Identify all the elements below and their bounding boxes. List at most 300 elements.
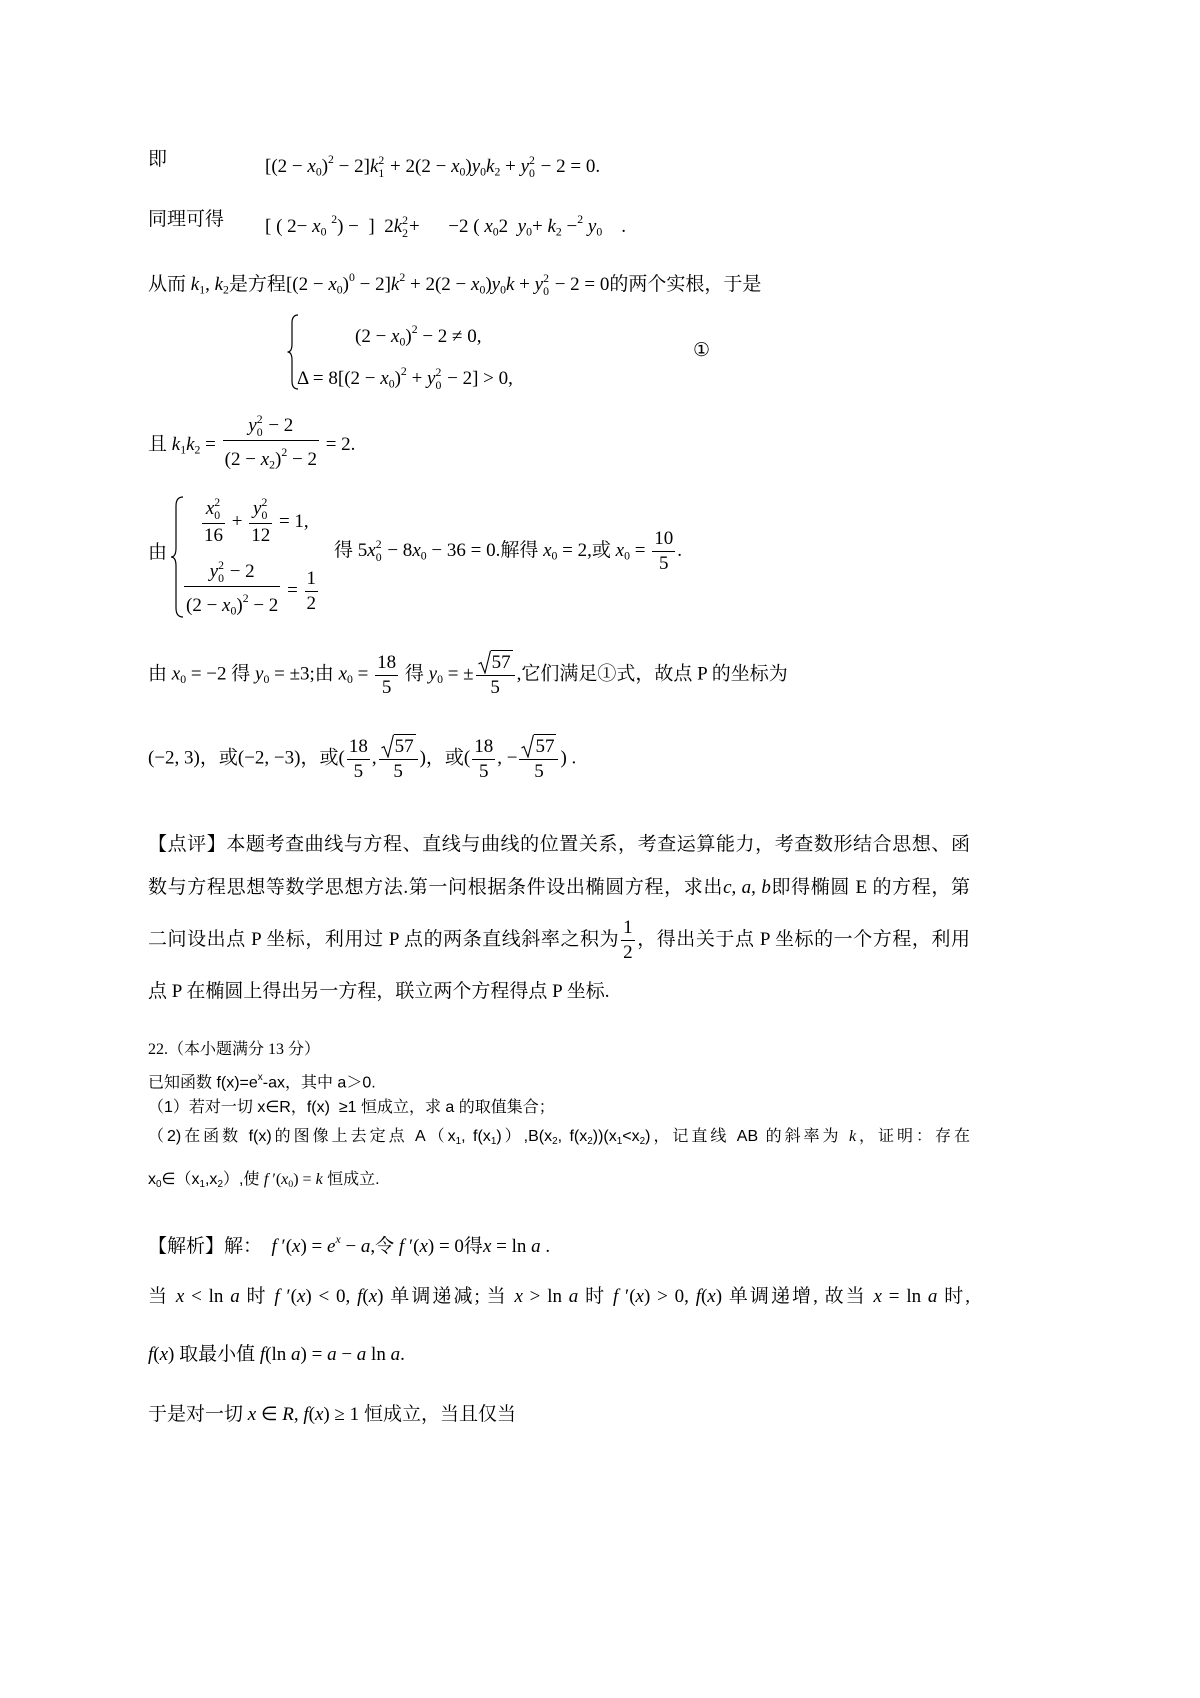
fraction-denominator	[223, 441, 319, 477]
subscript: 0	[230, 604, 237, 618]
math-run: 5	[658, 553, 669, 574]
superscript: 2	[543, 271, 549, 285]
fraction-numerator	[621, 916, 635, 941]
subscript: 0	[596, 225, 603, 239]
math-run: − 2	[263, 415, 294, 436]
problem-line	[148, 1169, 380, 1196]
subscript: 0	[543, 284, 549, 298]
math-run: =	[629, 539, 651, 561]
radicand	[534, 734, 556, 758]
math-run: f ′(x) = e	[271, 1235, 336, 1257]
math-run: − 36 = 0.	[426, 539, 501, 561]
subscript: 0	[261, 508, 268, 522]
fraction	[375, 651, 398, 700]
math-run: (2 − x	[186, 594, 231, 616]
math-run: = ±3;	[269, 663, 315, 685]
subscript: 0	[492, 225, 499, 239]
math-run: − 2	[224, 561, 255, 582]
math-run: (2 − x	[224, 448, 270, 470]
comment-line	[148, 876, 970, 900]
comment-line	[148, 980, 609, 1004]
superscript: 2	[242, 591, 249, 605]
equation-result	[334, 527, 682, 576]
text-run: .	[540, 1235, 551, 1257]
subscript: 2	[269, 458, 276, 472]
subscript: 0	[263, 672, 270, 686]
superscript: 2	[256, 413, 263, 427]
text-run: , f(x	[461, 1128, 491, 1145]
fraction-numerator	[379, 734, 418, 760]
text-run: 已知函数 f(x)=e	[148, 1074, 258, 1092]
sub-superscript	[543, 273, 549, 299]
text-run: 得	[334, 539, 358, 561]
text-run: 是方程	[228, 273, 286, 295]
text-run: ，得出关于点 P 坐标的一个方程，利用	[636, 928, 970, 950]
superscript: 2	[261, 496, 268, 510]
math-run: 5	[393, 761, 403, 782]
math-run: + y	[500, 155, 530, 177]
fraction	[347, 735, 370, 784]
superscript: 2	[529, 153, 535, 167]
sub-superscript	[376, 539, 382, 565]
subscript: 0	[399, 335, 406, 349]
problem-line	[148, 1067, 376, 1094]
math-run: Δ = 8[(2 − x	[297, 367, 389, 389]
superscript: 2	[411, 323, 418, 336]
subscript: 0	[480, 165, 487, 179]
math-run: 57	[535, 736, 555, 757]
math-run: f ′(x) < 0, f(x)	[274, 1286, 384, 1307]
analysis-line	[148, 1343, 405, 1367]
fraction	[476, 650, 515, 700]
subscript: 0	[435, 378, 442, 392]
text-run: 令	[375, 1235, 399, 1257]
math-run: 5	[490, 677, 500, 698]
math-run: − 2 = 0.	[535, 155, 601, 177]
superscript: 2	[375, 537, 382, 551]
comment-line	[148, 833, 970, 857]
math-run: − 2	[287, 448, 317, 470]
analysis-line	[148, 1403, 516, 1427]
math-run: − 8x	[382, 539, 421, 561]
subscript: 1	[180, 443, 187, 457]
superscript: 2	[331, 213, 338, 226]
text-run: 【解析】解：	[148, 1235, 272, 1257]
text-run: 它们满足①式，故点 P 的坐标为	[521, 663, 788, 685]
text-run: 的两个实根，于是	[609, 273, 762, 295]
math-run: 18	[377, 651, 397, 673]
square-root	[478, 650, 513, 674]
math-run: − 2]k	[333, 155, 379, 177]
text-run: 于是对一切	[148, 1404, 248, 1425]
text-run: 点 P 在椭圆上得出另一方程，联立两个方程得点 P 坐标.	[148, 981, 610, 1002]
math-run: 12	[251, 524, 271, 546]
text-run: , f(x	[557, 1128, 588, 1145]
math-run: 57	[394, 736, 414, 757]
math-run: (−2, 3)	[148, 747, 200, 769]
fraction-denominator	[476, 676, 515, 700]
superscript: 2	[399, 271, 406, 284]
text-run: 取最小值	[174, 1344, 260, 1365]
sub-superscript	[529, 155, 535, 181]
math-run: ) − ] 2k	[337, 215, 403, 237]
fraction	[652, 527, 675, 576]
text-run: ))(x	[592, 1128, 617, 1145]
subscript: 0	[315, 165, 322, 179]
math-run: f ′(x) > 0, f(x)	[612, 1286, 723, 1307]
math-run: x	[338, 663, 347, 685]
math-run: y	[209, 561, 219, 582]
system-equation	[355, 318, 482, 354]
math-run: = 1,	[274, 510, 309, 532]
math-run: f ′(x) = 0	[398, 1235, 464, 1257]
math-run: 5	[479, 760, 489, 782]
equation-line	[148, 414, 355, 477]
math-run: y	[248, 415, 257, 436]
fraction	[472, 735, 495, 784]
fraction-denominator	[184, 587, 280, 623]
subscript: 0	[375, 550, 382, 564]
math-run: 18	[348, 735, 368, 757]
math-run: f(ln a) = a − a ln a.	[259, 1344, 405, 1365]
text-run: 得	[400, 663, 429, 685]
analysis-line	[148, 1228, 550, 1259]
fraction	[249, 497, 272, 548]
fraction	[519, 734, 558, 784]
text-run: 由	[314, 663, 339, 685]
subscript: 1	[455, 1135, 462, 1147]
text-run: 由	[148, 663, 172, 685]
sub-superscript	[218, 560, 224, 586]
text-run: 单调递增, 故当	[722, 1286, 874, 1307]
sub-superscript	[261, 497, 267, 523]
system-equation	[297, 360, 513, 396]
fraction	[305, 567, 319, 616]
radical-sign	[478, 650, 491, 674]
math-run: k	[848, 1128, 857, 1145]
subscript: 0	[336, 283, 343, 297]
math-run: 1	[306, 568, 317, 590]
fraction-denominator	[519, 760, 558, 784]
math-run: =	[282, 580, 303, 601]
subscript: 2	[555, 225, 562, 239]
fraction-denominator	[202, 524, 225, 548]
text-run: 数与方程思想等数学思想方法.第一问根据条件设出椭圆方程，求出	[148, 877, 724, 898]
math-run: = ±	[442, 663, 474, 685]
math-run: + k	[531, 215, 556, 237]
fraction-denominator	[652, 552, 675, 576]
sub-superscript	[378, 155, 384, 181]
subscript: 0	[320, 225, 327, 239]
superscript: 0	[348, 271, 355, 284]
subscript: 0	[256, 425, 263, 439]
problem-line	[148, 1126, 970, 1153]
text-run: 且	[148, 434, 172, 455]
equation	[265, 148, 600, 184]
fraction-numerator	[652, 527, 675, 552]
math-run: )y	[485, 273, 501, 295]
text-run: )，记直线 AB 的斜率为	[645, 1128, 849, 1145]
subscript: 0	[180, 672, 187, 686]
fraction-numerator	[347, 735, 370, 760]
subscript: 2	[494, 165, 501, 179]
text-run: 得	[226, 663, 256, 685]
text-run: （1）若对一切 x∈R，f(x) ≥1 恒成立，求 a 的取值集合；	[148, 1099, 555, 1116]
text-run: 从而	[148, 273, 187, 295]
math-run: )	[321, 155, 329, 177]
math-run: −	[561, 215, 578, 237]
math-run: 2 y	[498, 215, 527, 237]
subscript: 1	[490, 1135, 497, 1147]
math-run: y	[255, 663, 264, 685]
fraction-numerator	[223, 414, 319, 441]
math-run: = −2	[186, 663, 227, 685]
math-run: − 2	[248, 594, 279, 616]
math-run: x	[543, 539, 552, 561]
analysis-line	[148, 1285, 970, 1309]
subscript: 0	[420, 549, 427, 563]
subscript: 1	[378, 166, 385, 180]
system-equation	[182, 560, 320, 623]
fraction	[223, 414, 319, 477]
math-run: .	[677, 539, 682, 561]
math-run: − 2 ≠ 0,	[417, 325, 482, 347]
math-run: )	[394, 367, 401, 389]
sub-superscript	[214, 497, 220, 523]
math-run: +	[227, 510, 248, 532]
math-run: − 2] > 0,	[442, 367, 513, 389]
superscript: 2	[328, 153, 334, 166]
math-run: − a,	[340, 1235, 376, 1257]
math-run: x = ln a	[482, 1235, 541, 1257]
subscript: 2	[587, 1135, 593, 1147]
fraction	[184, 560, 280, 623]
math-run: 5	[534, 761, 544, 782]
math-run: + 2(2 − x	[385, 155, 460, 177]
fraction-denominator	[249, 524, 272, 548]
subscript: 0	[437, 672, 443, 686]
math-run: = 2,	[557, 539, 592, 561]
subscript: 0	[218, 571, 224, 585]
math-run: = 2.	[320, 434, 356, 455]
fraction-denominator	[347, 760, 370, 784]
text-run: 【点评】本题考查曲线与方程、直线与曲线的位置关系，考查运算能力，考查数形结合思想、函	[148, 834, 970, 855]
math-run: x	[171, 663, 181, 685]
text-run: ，或	[425, 747, 464, 769]
math-run: (	[463, 747, 471, 769]
math-run: (	[338, 747, 345, 769]
text-run: ，或	[199, 747, 238, 769]
math-run: f ′(x	[263, 1171, 289, 1188]
text-run: ，证明：存在	[856, 1128, 970, 1145]
text-run: ∈（x	[161, 1171, 200, 1188]
math-run: k	[190, 273, 200, 295]
superscript: 2	[577, 213, 584, 226]
subscript: 0	[479, 283, 486, 297]
fraction-numerator	[249, 497, 272, 524]
radicand	[491, 650, 513, 674]
text-run: ，或	[300, 747, 339, 769]
math-run: )	[275, 448, 282, 470]
math-run: k	[171, 434, 181, 455]
superscript: 2	[214, 496, 221, 510]
text-run: 单调递减; 当	[383, 1286, 515, 1307]
math-run: − 2 = 0	[549, 273, 610, 295]
superscript: 2	[281, 445, 288, 459]
square-root	[381, 734, 416, 758]
fraction	[621, 916, 635, 965]
math-run: 18	[474, 735, 494, 757]
fraction-numerator	[305, 567, 319, 592]
subscript: 1	[199, 1178, 205, 1190]
subscript: 0	[156, 1178, 162, 1190]
subscript: 2	[217, 1178, 223, 1190]
superscript: x	[335, 1233, 341, 1246]
text-run: 当	[148, 1286, 176, 1307]
math-run: x	[615, 539, 625, 561]
radicand	[394, 734, 416, 758]
text-run: （2)在函数 f(x)的图像上去定点 A（x	[148, 1128, 456, 1145]
math-run: 2	[623, 942, 633, 963]
sub-superscript	[435, 367, 441, 393]
math-run: y	[428, 663, 438, 685]
math-run: , −	[497, 747, 518, 769]
subscript: 0	[551, 549, 558, 563]
fraction-numerator	[184, 560, 280, 587]
math-run: .	[602, 215, 626, 237]
equation	[265, 208, 626, 244]
math-run: (−2, −3)	[237, 747, 301, 769]
fraction-denominator	[472, 760, 495, 784]
math-run: 5	[353, 760, 364, 782]
text-line	[148, 650, 788, 700]
math-run: f(x)	[148, 1344, 175, 1365]
math-run: )	[419, 747, 426, 769]
system-equation	[200, 497, 309, 548]
superscript: 2	[402, 213, 409, 227]
superscript: 2	[435, 365, 442, 379]
math-run: ,	[371, 747, 377, 769]
superscript: 2	[378, 153, 385, 167]
math-run: + −2 ( x	[409, 215, 493, 237]
math-run: x = ln a	[873, 1286, 938, 1307]
math-run: )	[342, 273, 349, 295]
comment-line	[148, 916, 970, 965]
fraction-denominator	[375, 676, 398, 700]
fraction-denominator	[379, 760, 418, 784]
subscript: 1	[616, 1135, 623, 1147]
fraction-denominator	[621, 941, 635, 965]
line-label: 由	[148, 542, 168, 563]
math-run: ) = k	[293, 1171, 323, 1188]
subscript: 2	[639, 1135, 646, 1147]
coordinate-list	[148, 734, 576, 784]
math-run: )y	[465, 155, 481, 177]
subscript: 0	[288, 1178, 294, 1190]
text-run: 即得椭圆 E 的方程，第	[770, 877, 971, 898]
math-run: 5	[381, 676, 392, 698]
superscript: 2	[218, 559, 224, 573]
radical-sign	[381, 734, 394, 758]
subscript: 0	[529, 166, 535, 180]
math-run: x	[205, 498, 215, 519]
problem-title: 22.（本小题满分 13 分）	[148, 1041, 321, 1058]
fraction-numerator	[375, 651, 398, 676]
subscript: 0	[388, 377, 395, 391]
fraction-numerator	[519, 734, 558, 760]
math-run: )	[405, 325, 412, 347]
text-run: 时	[578, 1286, 613, 1307]
subscript: 1	[199, 283, 206, 297]
square-root	[521, 734, 556, 758]
text-run: 或	[591, 539, 616, 561]
math-run: =	[352, 663, 374, 685]
math-run: 5x	[357, 539, 376, 561]
fraction-numerator	[472, 735, 495, 760]
math-run: x > ln a	[514, 1286, 579, 1307]
math-run: ) .	[560, 747, 577, 769]
line-label: 同理可得	[148, 209, 225, 230]
subscript: 0	[624, 549, 630, 563]
equation-marker: ①	[693, 340, 711, 361]
math-run: + 2(2 − x	[405, 273, 480, 295]
text-run: <x	[622, 1128, 640, 1145]
text-run: 得	[463, 1235, 483, 1257]
problem-line	[148, 1097, 555, 1119]
superscript: 2	[400, 365, 407, 378]
fraction	[379, 734, 418, 784]
math-run: c, a, b	[723, 877, 771, 898]
math-run: 2	[306, 593, 317, 615]
subscript: 2	[223, 283, 229, 297]
subscript: 2	[552, 1135, 558, 1147]
subscript: 0	[214, 508, 221, 522]
math-run: k + y	[505, 273, 544, 295]
subscript: 2	[194, 443, 201, 457]
text-run: ,x	[204, 1171, 218, 1188]
text-line	[148, 266, 761, 302]
superscript: x	[257, 1072, 263, 1083]
text-run: 解得	[500, 539, 544, 561]
subscript: 0	[347, 672, 353, 686]
radical-sign	[521, 734, 534, 758]
fraction-numerator	[476, 650, 515, 676]
text-run: 二问设出点 P 坐标，利用过 P 点的两条直线斜率之积为	[148, 928, 620, 950]
math-run: ,	[516, 663, 522, 685]
text-run: )）,B(x	[496, 1128, 553, 1145]
math-run: 1	[623, 917, 633, 938]
math-run: k	[486, 155, 495, 177]
math-run: + y	[406, 367, 436, 389]
math-run: , k	[205, 273, 224, 295]
math-run: x < ln a	[175, 1286, 240, 1307]
math-run: − 2]k	[354, 273, 400, 295]
math-run: 16	[204, 524, 223, 546]
fraction-numerator	[202, 497, 225, 524]
text-run: -ax，其中 a＞0.	[262, 1074, 376, 1092]
line-label: 即	[148, 149, 168, 170]
text-run: 恒成立.	[322, 1171, 380, 1188]
text-run: ）,使	[222, 1171, 264, 1188]
subscript: 0	[500, 283, 506, 297]
math-run: y	[587, 215, 597, 237]
math-run: )	[236, 594, 243, 616]
text-run: 时,	[937, 1286, 971, 1307]
math-run: [ ( 2− x	[265, 215, 321, 237]
sub-superscript	[257, 414, 263, 440]
math-run: x ∈ R, f(x) ≥ 1	[247, 1404, 360, 1425]
math-run: 57	[491, 652, 511, 673]
